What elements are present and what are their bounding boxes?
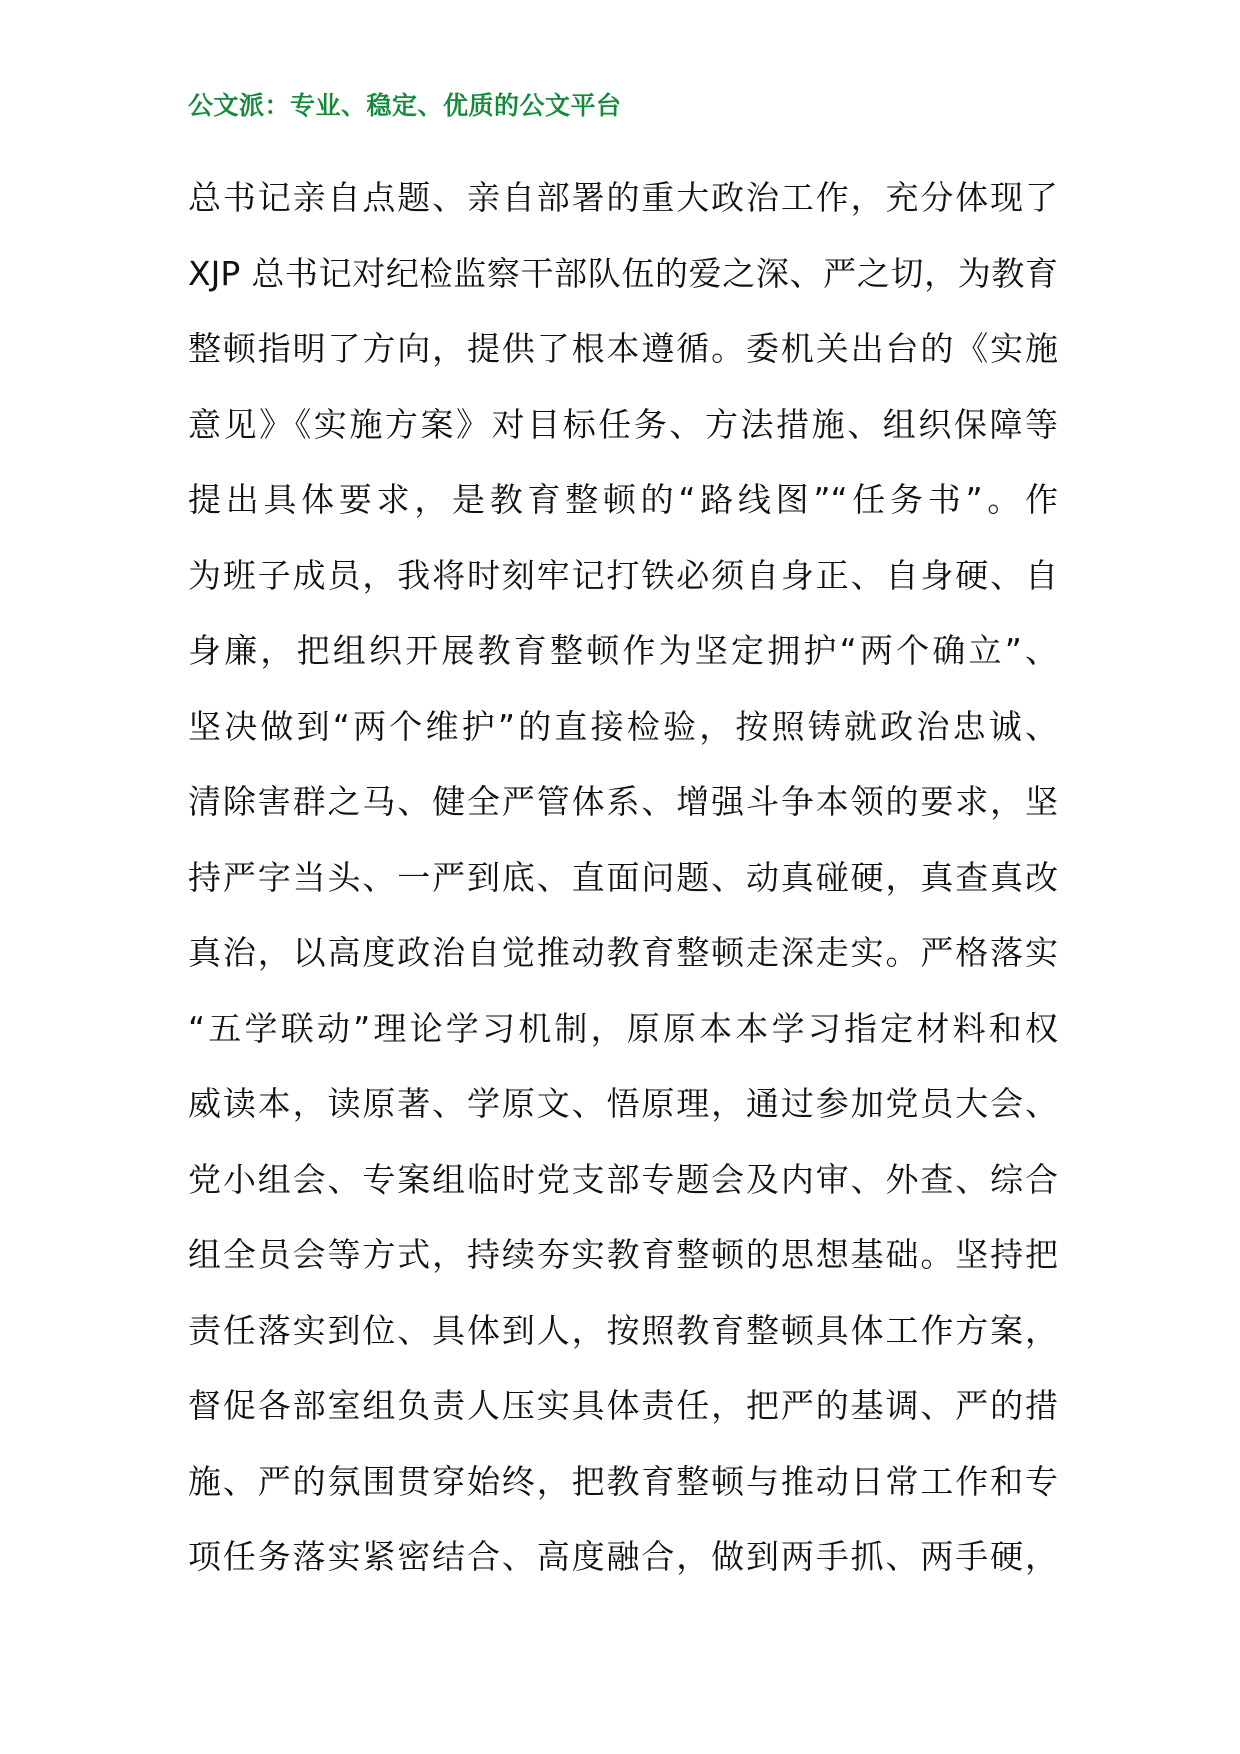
text-line: 坚决做到“两个维护”的直接检验，按照铸就政治忠诚、 [188, 706, 1058, 746]
text-line: 整顿指明了方向，提供了根本遵循。委机关出台的《实施 [188, 329, 1058, 368]
body-text [188, 160, 1058, 1595]
text-line: 提出具体要求，是教育整顿的“路线图”“任务书”。作 [188, 480, 1058, 519]
text-line: 身廉，把组织开展教育整顿作为坚定拥护“两个确立”、 [188, 631, 1058, 670]
text-line: 威读本，读原著、学原文、悟原理，通过参加党员大会、 [188, 1084, 1058, 1123]
text-line: 督促各部室组负责人压实具体责任，把严的基调、严的措 [188, 1386, 1058, 1425]
text-line: 意见》《实施方案》对目标任务、方法措施、组织保障等 [188, 404, 1058, 444]
page-header-title: 公文派：专业、稳定、优质的公文平台 [188, 91, 622, 120]
text-line: “五学联动”理论学习机制，原原本本学习指定材料和权 [188, 1008, 1058, 1048]
text-line: 总书记亲自点题、亲自部署的重大政治工作，充分体现了 [188, 178, 1058, 217]
text-line: 项任务落实紧密结合、高度融合，做到两手抓、两手硬， [188, 1537, 1058, 1576]
text-line: 真治，以高度政治自觉推动教育整顿走深走实。严格落实 [188, 933, 1058, 972]
text-line: 责任落实到位、具体到人，按照教育整顿具体工作方案， [188, 1310, 1058, 1350]
text-line: 施、严的氛围贯穿始终，把教育整顿与推动日常工作和专 [188, 1461, 1058, 1501]
text-line: 清除害群之马、健全严管体系、增强斗争本领的要求，坚 [188, 782, 1058, 821]
text-line: XJP 总书记对纪检监察干部队伍的爱之深、严之切，为教育 [188, 253, 1058, 293]
text-line: 持严字当头、一严到底、直面问题、动真碰硬，真查真改 [188, 857, 1058, 897]
text-line: 组全员会等方式，持续夯实教育整顿的思想基础。坚持把 [188, 1235, 1058, 1274]
text-line: 党小组会、专案组临时党支部专题会及内审、外查、综合 [188, 1159, 1058, 1199]
text-line: 为班子成员，我将时刻牢记打铁必须自身正、自身硬、自 [188, 555, 1058, 595]
